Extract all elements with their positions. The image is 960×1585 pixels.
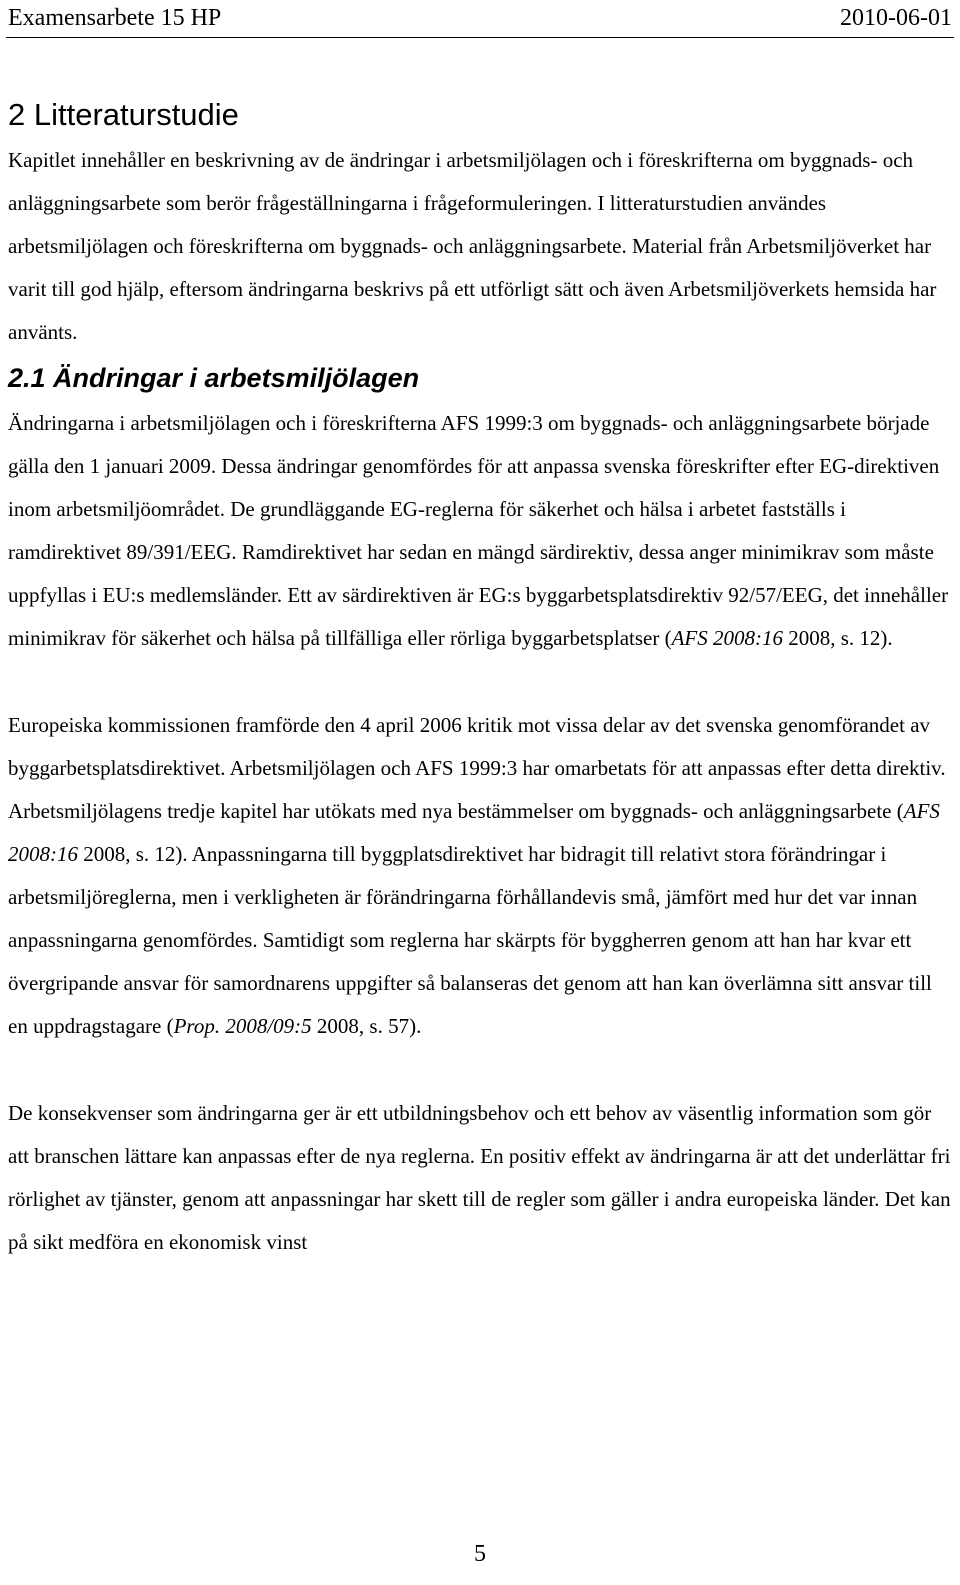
section-paragraph-1: Ändringarna i arbetsmiljölagen och i föreskrifterna AFS 1999:3 om byggnads- och anläggningsarbete började gälla den 1 januari 2009. Dessa ändringar genomfördes för att anpassa svenska föreskrifter efter EG-direktiven inom arbetsmiljöområdet. De grundläggande EG-reglerna för säkerhet och hälsa i arbetet fastställs i ramdirektivet 89/391/EEG. Ramdirektivet har sedan en mängd särdirektiv, dessa anger minimikrav som måste uppfyllas i EU:s medlemsländer. Ett av särdirektiven är EG:s byggarbetsplatsdirektiv 92/57/EEG, det innehåller minimikrav för säkerhet och hälsa på tillfälliga eller rörliga byggarbetsplatser (AFS 2008:16 2008, s. 12). bbox=[8, 411, 949, 650]
page-number: 5 bbox=[474, 1541, 486, 1567]
chapter-intro-paragraph: Kapitlet innehåller en beskrivning av de ändringar i arbetsmiljölagen och i föreskrifterna om byggnads- och anläggningsarbete som berör frågeställningarna i frågeformuleringen. I litteraturstudien användes arbetsmiljölagen och föreskrifterna om byggnads- och anläggningsarbete. Material från Arbetsmiljöverket har varit till god hjälp, eftersom ändringarna beskrivs på ett utförligt sätt och även Arbetsmiljöverkets hemsida har använts. bbox=[8, 148, 937, 344]
citation-afs: AFS 2008:16 bbox=[671, 626, 783, 650]
header-title: Examensarbete 15 HP bbox=[8, 5, 222, 31]
page-content bbox=[8, 91, 952, 1264]
citation-afs: AFS 2008:16 bbox=[8, 799, 940, 866]
header-divider bbox=[6, 37, 954, 38]
section-heading: 2.1 Ändringar i arbetsmiljölagen bbox=[8, 363, 420, 393]
section-paragraph-3: De konsekvenser som ändringarna ger är ett utbildningsbehov och ett behov av väsentlig information som gör att branschen lättare kan anpassas efter de nya reglerna. En positiv effekt av ändringarna är att det underlättar fri rörlighet av tjänster, genom att anpassningar har skett till de regler som gäller i andra europeiska länder. Det kan på sikt medföra en ekonomisk vinst bbox=[8, 1101, 951, 1254]
paragraph-gap bbox=[8, 660, 952, 704]
chapter-heading: 2 Litteraturstudie bbox=[8, 97, 239, 132]
paragraph-gap bbox=[8, 1048, 952, 1092]
section-paragraph-2: Europeiska kommissionen framförde den 4 april 2006 kritik mot vissa delar av det svenska genomförandet av byggarbetsplatsdirektivet. Arbetsmiljölagen och AFS 1999:3 har omarbetats för att anpassas efter detta direktiv. Arbetsmiljölagens tredje kapitel har utökats med nya bestämmelser om byggnads- och anläggningsarbete (AFS 2008:16 2008, s. 12). Anpassningarna till byggplatsdirektivet har bidragit till relativt stora förändringar i arbetsmiljöreglerna, men i verkligheten är förändringarna förhållandevis små, jämfört med hur det var innan anpassningarna genomfördes. Samtidigt som reglerna har skärpts för byggherren genom att han har kvar ett övergripande ansvar för samordnarens uppgifter så balanseras det genom att han kan överlämna sitt ansvar till en uppdragstagare (Prop. 2008/09:5 2008, s. 57). bbox=[8, 713, 946, 1038]
citation-prop: Prop. 2008/09:5 bbox=[173, 1014, 312, 1038]
page-header bbox=[8, 4, 952, 32]
header-date: 2010-06-01 bbox=[840, 5, 952, 31]
